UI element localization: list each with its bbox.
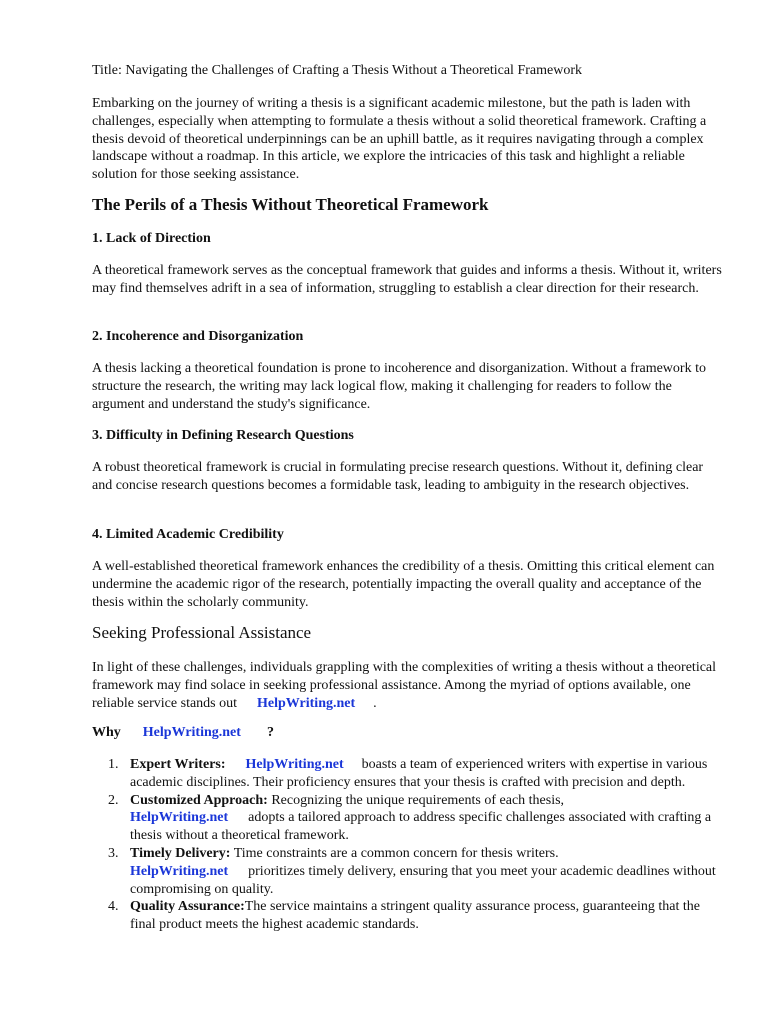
- list-item-text: prioritizes timely delivery, ensuring that you meet your academic deadlines without compromising on quality.: [130, 863, 716, 897]
- list-item-text: The service maintains a stringent quality assurance process, guaranteeing that the final product meets the highest academic standards.: [130, 899, 700, 933]
- item-heading-incoherence: 2. Incoherence and Disorganization: [92, 329, 304, 344]
- list-item-title: Customized Approach:: [130, 792, 268, 808]
- list-item-title: Expert Writers:: [130, 757, 226, 772]
- assistance-body: In light of these challenges, individuals grappling with the complexities of writing a thesis without a theoretical framework may find solace in seeking professional assistance. Among the myriad of options available, one reliable service stands out: [92, 660, 717, 711]
- list-item-text: adopts a tailored approach to address specific challenges associated with crafting a thesis without a theoretical framework.: [130, 810, 712, 844]
- item-body-incoherence: A thesis lacking a theoretical foundation is prone to incoherence and disorganization. Without a framework to structure the research, the writing may lack logical flow, making it challenging for readers to follow the argument and understand the study's significance.: [92, 361, 706, 412]
- item-body-research-questions: A robust theoretical framework is crucial in formulating precise research questions. Without it, defining clear and concise research questions becomes a formidable task, leading to ambiguity in the research objectives.: [92, 460, 704, 493]
- list-item-title: Timely Delivery:: [130, 845, 231, 861]
- reasons-list: [92, 756, 724, 934]
- why-helpwriting-link[interactable]: HelpWriting.net: [142, 725, 241, 740]
- list-item-link[interactable]: HelpWriting.net: [245, 757, 344, 772]
- item-body-lack-of-direction: A theoretical framework serves as the conceptual framework that guides and informs a thesis. Without it, writers may find themselves adrift in a sea of information, struggling to establish a clear direction for their research.: [92, 263, 722, 296]
- why-prefix: Why: [92, 725, 121, 740]
- list-number: 2.: [108, 792, 119, 808]
- list-number: 4.: [108, 899, 119, 915]
- list-item: [92, 845, 724, 898]
- list-number: 3.: [108, 845, 119, 861]
- list-item: [92, 898, 724, 934]
- title-line: Title: Navigating the Challenges of Crafting a Thesis Without a Theoretical Framework: [92, 63, 582, 78]
- list-item-link[interactable]: HelpWriting.net: [130, 810, 229, 826]
- list-number: 1.: [108, 757, 119, 772]
- list-item-text-before: Recognizing the unique requirements of each thesis,: [271, 792, 565, 808]
- list-item: [92, 792, 724, 845]
- assistance-body-end: .: [373, 695, 377, 711]
- list-item-link[interactable]: HelpWriting.net: [130, 863, 229, 879]
- why-heading: [92, 724, 274, 741]
- item-body-credibility: A well-established theoretical framework enhances the credibility of a thesis. Omitting this critical element can undermine the academic rigor of the research, potentially impacting the overall quality and acceptance of the thesis within the scholarly community.: [92, 559, 715, 610]
- list-item: [92, 756, 724, 792]
- list-item-text-before: Time constraints are a common concern for thesis writers.: [233, 845, 559, 861]
- section-heading-perils: The Perils of a Thesis Without Theoretical Framework: [92, 195, 489, 214]
- intro-paragraph: Embarking on the journey of writing a thesis is a significant academic milestone, but the path is laden with challenges, especially when attempting to formulate a thesis without a solid theoretical framework. Crafting a thesis devoid of theoretical underpinnings can be an uphill battle, as it requires navigating through a complex landscape without a roadmap. In this article, we explore the intricacies of this task and highlight a reliable solution for those seeking assistance.: [92, 96, 707, 183]
- item-heading-credibility: 4. Limited Academic Credibility: [92, 527, 284, 542]
- item-heading-research-questions: 3. Difficulty in Defining Research Questions: [92, 428, 354, 443]
- assistance-paragraph: [92, 659, 724, 712]
- list-item-title: Quality Assurance:: [130, 899, 245, 915]
- helpwriting-link[interactable]: HelpWriting.net: [257, 695, 356, 711]
- item-heading-lack-of-direction: 1. Lack of Direction: [92, 231, 211, 246]
- section-heading-assistance: Seeking Professional Assistance: [92, 623, 312, 642]
- why-suffix: ?: [266, 725, 274, 740]
- list-item-text: boasts a team of experienced writers with expertise in various academic disciplines. Their proficiency ensures that your thesis is crafted with precision and depth.: [130, 757, 708, 790]
